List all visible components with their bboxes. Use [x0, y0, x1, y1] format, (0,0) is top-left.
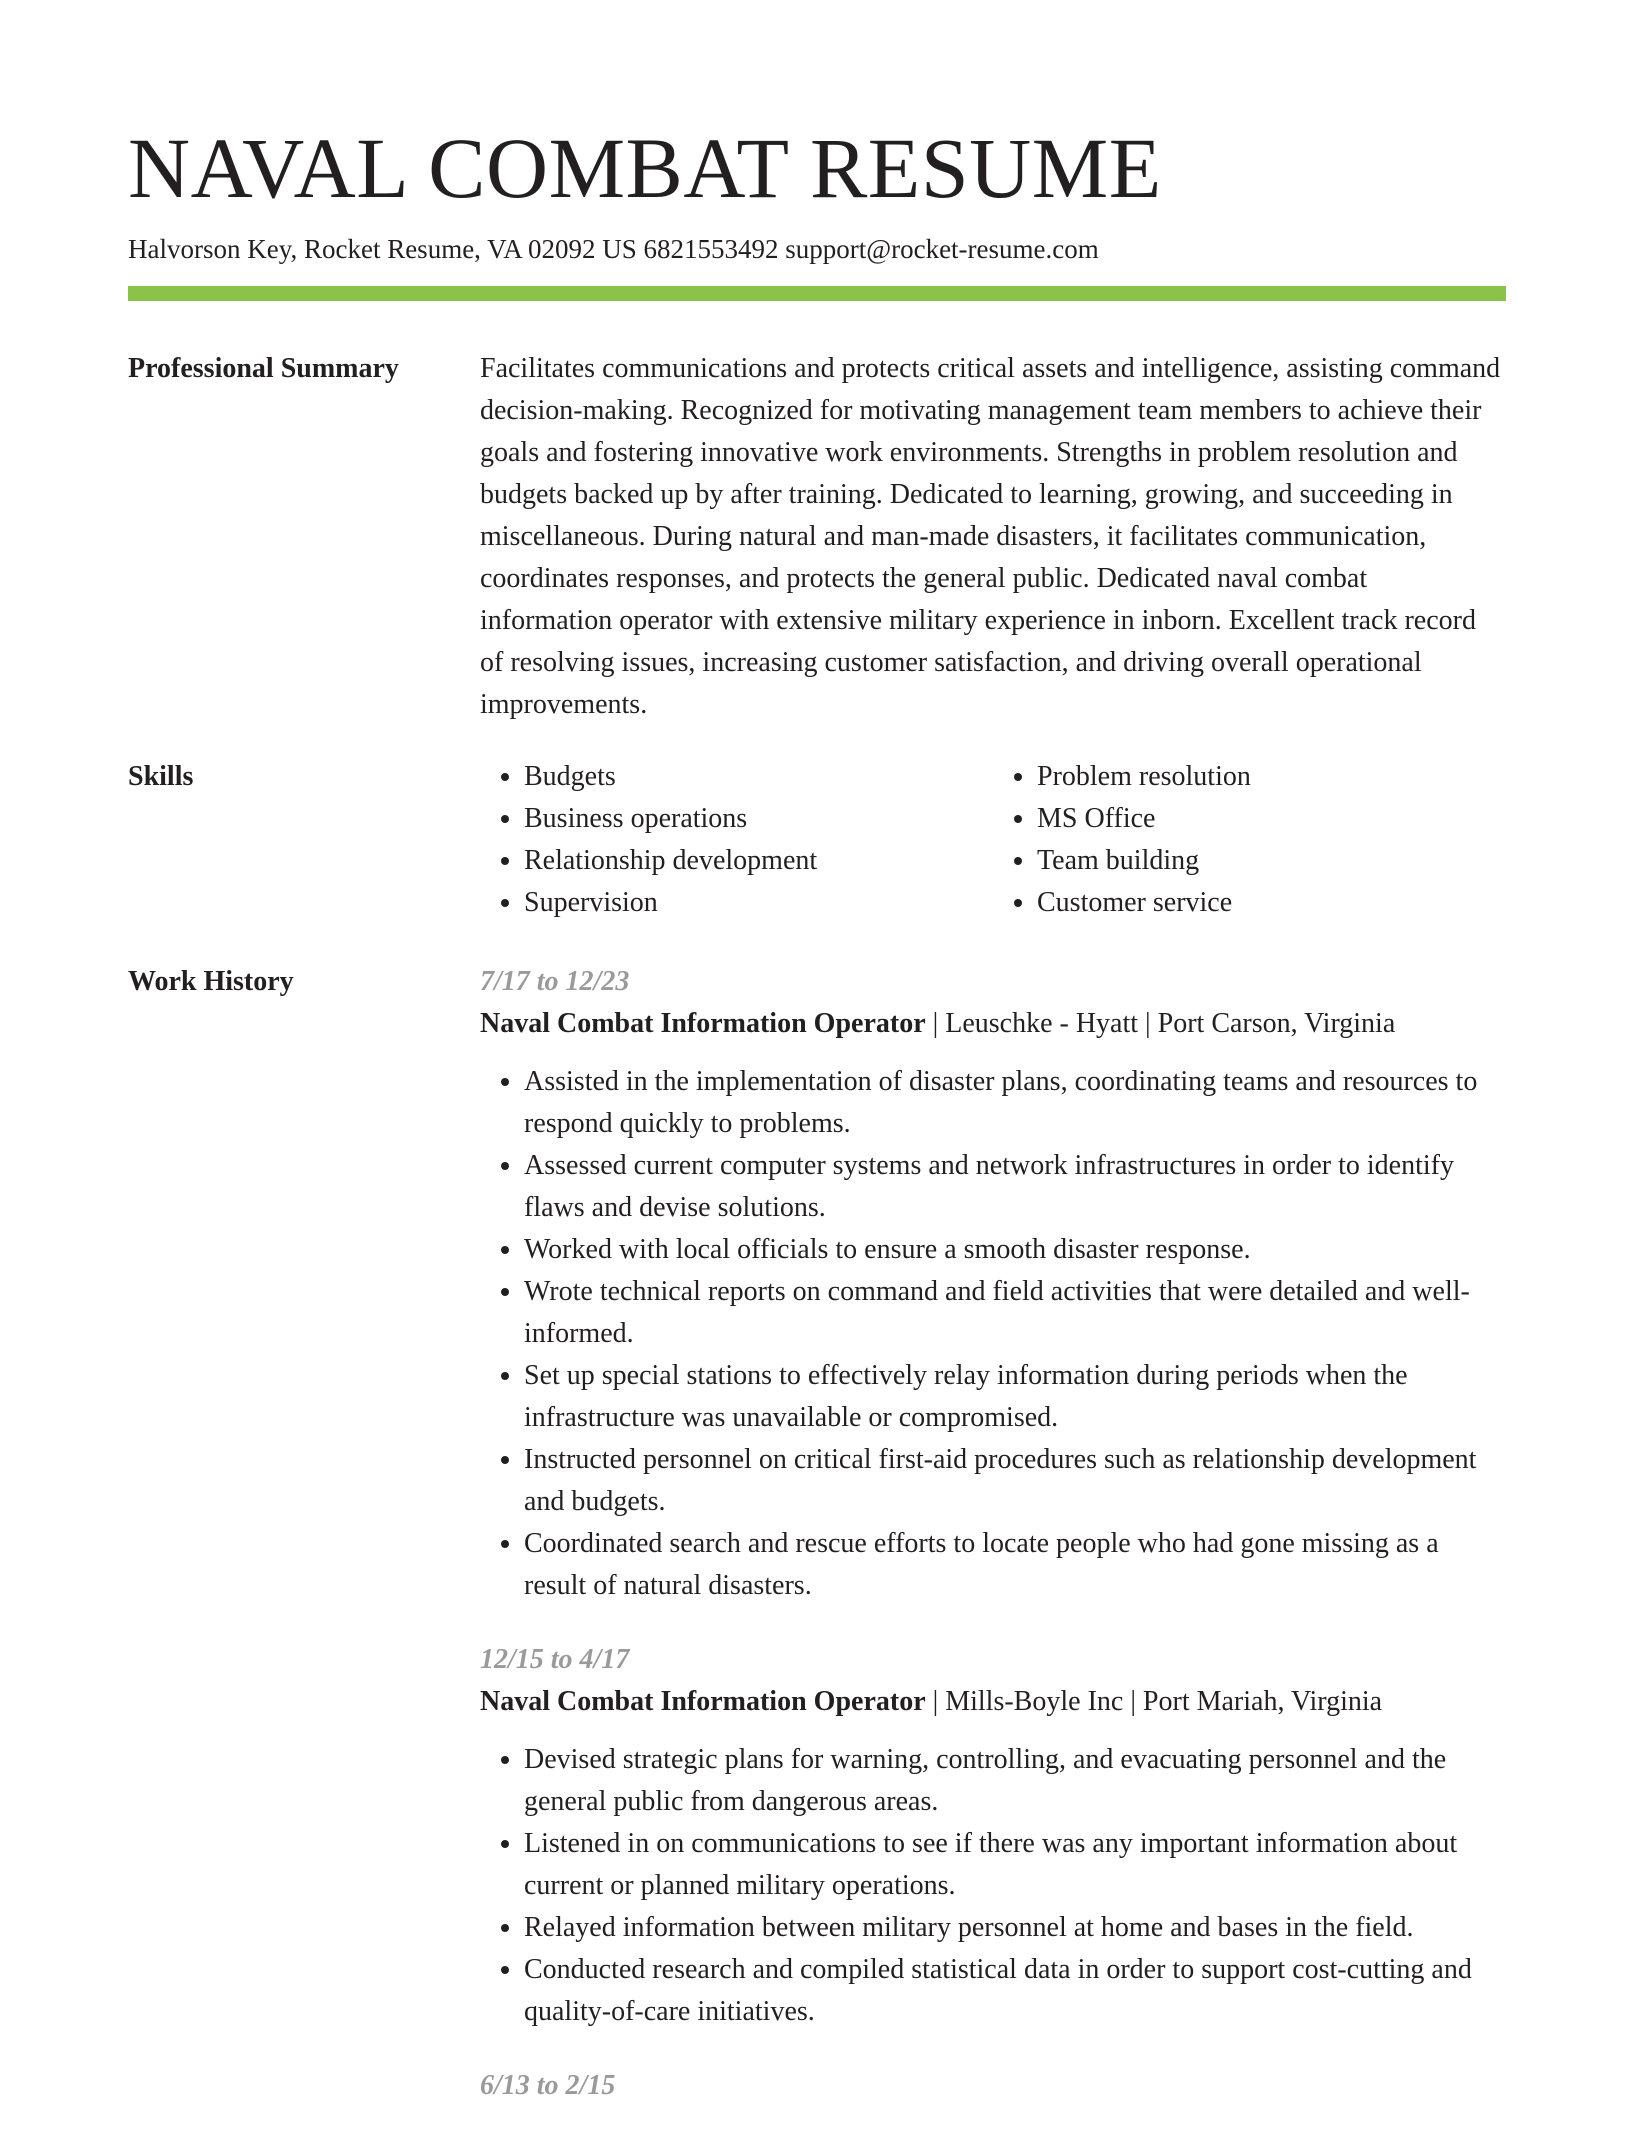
job-bullets — [480, 1061, 1506, 1607]
job-details: | Leuschke - Hyatt | Port Carson, Virginia — [925, 1008, 1396, 1039]
accent-divider — [128, 286, 1506, 301]
job-title: Naval Combat Information Operator — [480, 1686, 926, 1717]
work-history-body — [480, 961, 1506, 2139]
job-dates: 6/13 to 2/15 — [480, 2070, 616, 2101]
summary-text: Facilitates communications and protects critical assets and intelligence, assisting command decision-making. Recognized for motivating management team members to achieve their goals and fostering innovative work environments. Strengths in problem resolution and budgets backed up by after training. Dedicated to learning, growing, and succeeding in miscellaneous. During natural and man-made disasters, it facilitates communication, coordinates responses, and protects the general public. Dedicated naval combat information operator with extensive military experience in inborn. Excellent track record of resolving issues, increasing customer satisfaction, and driving overall operational improvements. — [480, 353, 1501, 720]
skills-list-left — [480, 756, 993, 924]
job-title: Naval Combat Information Operator — [480, 1008, 926, 1039]
job-entry — [480, 2065, 1506, 2107]
skill-item: • Supervision — [524, 882, 993, 924]
job-bullet: • Assisted in the implementation of disaster plans, coordinating teams and resources to respond quickly to problems. — [524, 1061, 1506, 1145]
job-bullet: • Listened in on communications to see if there was any important information about current or planned military operations. — [524, 1823, 1506, 1907]
skills-list-right — [993, 756, 1506, 924]
job-bullet: • Worked with local officials to ensure a smooth disaster response. — [524, 1229, 1506, 1271]
skill-item: • Customer service — [1037, 882, 1506, 924]
contact-line: Halvorson Key, Rocket Resume, VA 02092 US 6821553492 support@rocket-resume.com — [128, 234, 1099, 264]
job-bullets — [480, 1739, 1506, 2033]
job-entry — [480, 961, 1506, 1607]
summary-body — [480, 348, 1506, 726]
skill-item: • Budgets — [524, 756, 993, 798]
skills-label: Skills — [128, 761, 194, 792]
summary-label: Professional Summary — [128, 353, 399, 384]
skill-item: • Team building — [1037, 840, 1506, 882]
job-bullet: • Set up special stations to effectively relay information during periods when the infrastructure was unavailable or compromised. — [524, 1355, 1506, 1439]
job-bullet: • Conducted research and compiled statistical data in order to support cost-cutting and quality-of-care initiatives. — [524, 1949, 1506, 2033]
job-bullet: • Assessed current computer systems and network infrastructures in order to identify flaws and devise solutions. — [524, 1145, 1506, 1229]
job-bullet: • Coordinated search and rescue efforts to locate people who had gone missing as a result of natural disasters. — [524, 1523, 1506, 1607]
job-heading — [480, 1681, 1506, 1723]
job-heading — [480, 1003, 1506, 1045]
resume-title: NAVAL COMBAT RESUME — [128, 120, 1162, 216]
job-bullet: • Wrote technical reports on command and field activities that were detailed and well-informed. — [524, 1271, 1506, 1355]
job-dates: 7/17 to 12/23 — [480, 966, 630, 997]
job-dates: 12/15 to 4/17 — [480, 1644, 630, 1675]
skill-item: • Business operations — [524, 798, 993, 840]
skills-body — [480, 756, 1506, 924]
job-details: | Mills-Boyle Inc | Port Mariah, Virginia — [925, 1686, 1383, 1717]
job-bullet: • Instructed personnel on critical first-aid procedures such as relationship development and budgets. — [524, 1439, 1506, 1523]
skill-item: • Relationship development — [524, 840, 993, 882]
job-bullet: • Relayed information between military personnel at home and bases in the field. — [524, 1907, 1506, 1949]
job-bullet: • Devised strategic plans for warning, controlling, and evacuating personnel and the general public from dangerous areas. — [524, 1739, 1506, 1823]
skill-item: • MS Office — [1037, 798, 1506, 840]
work-history-label: Work History — [128, 966, 294, 997]
skill-item: • Problem resolution — [1037, 756, 1506, 798]
job-entry — [480, 1639, 1506, 2033]
